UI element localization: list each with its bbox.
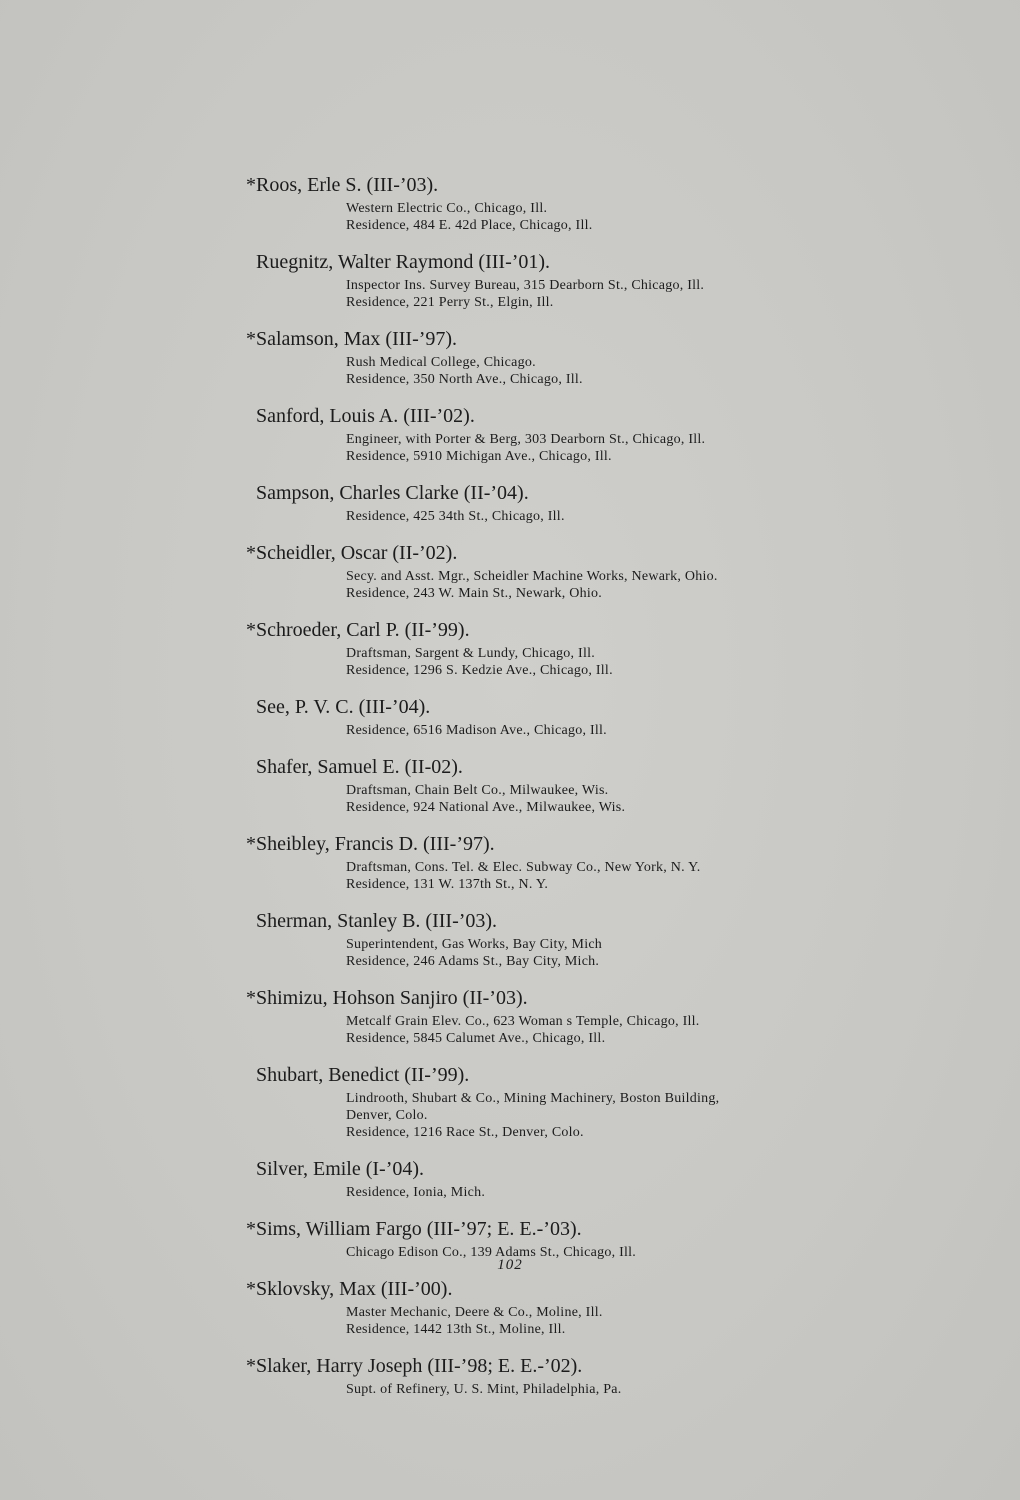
entry-name-text: Slaker, Harry Joseph (III-’98; E. E.-’02). bbox=[256, 1355, 583, 1377]
directory-entry bbox=[0, 752, 1020, 816]
entry-name bbox=[0, 1060, 1020, 1090]
entry-name bbox=[0, 538, 1020, 568]
entry-name bbox=[0, 615, 1020, 645]
entry-name-text: Sims, William Fargo (III-’97; E. E.-’03). bbox=[256, 1218, 582, 1240]
directory-entry bbox=[0, 829, 1020, 893]
entry-name-text: Roos, Erle S. (III-’03). bbox=[256, 174, 439, 196]
entry-name bbox=[0, 1154, 1020, 1184]
directory-entry bbox=[0, 478, 1020, 525]
page-number: 102 bbox=[497, 1257, 523, 1273]
entry-detail-line: Residence, 1216 Race St., Denver, Colo. bbox=[346, 1125, 584, 1140]
star-marker: * bbox=[246, 542, 256, 564]
entry-name bbox=[0, 478, 1020, 508]
star-marker: * bbox=[246, 987, 256, 1009]
entry-detail-line: Supt. of Refinery, U. S. Mint, Philadelphia, Pa. bbox=[346, 1382, 622, 1397]
entry-name bbox=[0, 170, 1020, 200]
entry-detail-line: Residence, 6516 Madison Ave., Chicago, Ill. bbox=[346, 723, 607, 738]
entry-detail-line: Residence, 131 W. 137th St., N. Y. bbox=[346, 877, 549, 892]
directory-entry bbox=[0, 692, 1020, 739]
entry-name bbox=[0, 829, 1020, 859]
entry-detail-line: Residence, 425 34th St., Chicago, Ill. bbox=[346, 509, 565, 524]
entry-detail-line: Residence, 5910 Michigan Ave., Chicago, Ill. bbox=[346, 449, 612, 464]
directory-entries bbox=[0, 170, 1020, 1411]
entry-name bbox=[0, 247, 1020, 277]
directory-entry bbox=[0, 401, 1020, 465]
entry-detail-line: Residence, 350 North Ave., Chicago, Ill. bbox=[346, 372, 583, 387]
entry-detail-line: Residence, 484 E. 42d Place, Chicago, Ill. bbox=[346, 218, 593, 233]
entry-name-text: Sherman, Stanley B. (III-’03). bbox=[256, 910, 498, 932]
entry-name-text: Sampson, Charles Clarke (II-’04). bbox=[256, 482, 529, 504]
entry-detail-line: Inspector Ins. Survey Bureau, 315 Dearborn St., Chicago, Ill. bbox=[346, 278, 705, 293]
entry-name bbox=[0, 1274, 1020, 1304]
entry-detail-line: Master Mechanic, Deere & Co., Moline, Ill. bbox=[346, 1305, 603, 1320]
entry-detail-line: Lindrooth, Shubart & Co., Mining Machinery, Boston Building, bbox=[346, 1091, 720, 1106]
entry-name bbox=[0, 1214, 1020, 1244]
entry-detail-line: Residence, 1296 S. Kedzie Ave., Chicago, Ill. bbox=[346, 663, 613, 678]
entry-detail-line: Draftsman, Chain Belt Co., Milwaukee, Wis. bbox=[346, 783, 609, 798]
entry-detail-line: Engineer, with Porter & Berg, 303 Dearborn St., Chicago, Ill. bbox=[346, 432, 706, 447]
directory-entry bbox=[0, 615, 1020, 679]
star-marker: * bbox=[246, 1355, 256, 1377]
entry-name-text: Silver, Emile (I-’04). bbox=[256, 1158, 425, 1180]
directory-entry bbox=[0, 1214, 1020, 1261]
entry-detail-line: Chicago Edison Co., 139 Adams St., Chicago, Ill. bbox=[346, 1245, 637, 1260]
entry-detail-line: Residence, 221 Perry St., Elgin, Ill. bbox=[346, 295, 554, 310]
entry-name bbox=[0, 983, 1020, 1013]
directory-entry bbox=[0, 1274, 1020, 1338]
entry-detail-line: Draftsman, Sargent & Lundy, Chicago, Ill. bbox=[346, 646, 595, 661]
entry-detail-line: Denver, Colo. bbox=[346, 1108, 428, 1123]
directory-entry bbox=[0, 324, 1020, 388]
entry-detail-line: Residence, 924 National Ave., Milwaukee, Wis. bbox=[346, 800, 626, 815]
directory-entry bbox=[0, 1154, 1020, 1201]
entry-detail-line: Western Electric Co., Chicago, Ill. bbox=[346, 201, 548, 216]
entry-detail-line: Rush Medical College, Chicago. bbox=[346, 355, 536, 370]
entry-name-text: Salamson, Max (III-’97). bbox=[256, 328, 458, 350]
entry-name-text: See, P. V. C. (III-’04). bbox=[256, 696, 431, 718]
star-marker: * bbox=[246, 1278, 256, 1300]
entry-name-text: Schroeder, Carl P. (II-’99). bbox=[256, 619, 470, 641]
entry-name bbox=[0, 1351, 1020, 1381]
entry-name bbox=[0, 752, 1020, 782]
entry-name-text: Shubart, Benedict (II-’99). bbox=[256, 1064, 470, 1086]
entry-name-text: Ruegnitz, Walter Raymond (III-’01). bbox=[256, 251, 551, 273]
directory-entry bbox=[0, 1060, 1020, 1141]
directory-entry bbox=[0, 906, 1020, 970]
directory-entry bbox=[0, 170, 1020, 234]
entry-name bbox=[0, 906, 1020, 936]
directory-entry bbox=[0, 538, 1020, 602]
entry-name bbox=[0, 401, 1020, 431]
entry-name-text: Shafer, Samuel E. (II-02). bbox=[256, 756, 463, 778]
star-marker: * bbox=[246, 328, 256, 350]
entry-detail-line: Residence, Ionia, Mich. bbox=[346, 1185, 486, 1200]
directory-entry bbox=[0, 247, 1020, 311]
star-marker: * bbox=[246, 174, 256, 196]
star-marker: * bbox=[246, 833, 256, 855]
entry-detail-line: Residence, 1442 13th St., Moline, Ill. bbox=[346, 1322, 566, 1337]
entry-name-text: Sheibley, Francis D. (III-’97). bbox=[256, 833, 495, 855]
entry-detail-line: Draftsman, Cons. Tel. & Elec. Subway Co., New York, N. Y. bbox=[346, 860, 701, 875]
entry-detail-line: Residence, 243 W. Main St., Newark, Ohio. bbox=[346, 586, 602, 601]
entry-detail-line: Metcalf Grain Elev. Co., 623 Woman s Temple, Chicago, Ill. bbox=[346, 1014, 700, 1029]
entry-detail-line: Secy. and Asst. Mgr., Scheidler Machine Works, Newark, Ohio. bbox=[346, 569, 718, 584]
star-marker: * bbox=[246, 619, 256, 641]
entry-detail-line: Residence, 5845 Calumet Ave., Chicago, Ill. bbox=[346, 1031, 606, 1046]
star-marker: * bbox=[246, 1218, 256, 1240]
entry-name bbox=[0, 324, 1020, 354]
directory-entry bbox=[0, 983, 1020, 1047]
entry-detail-line: Residence, 246 Adams St., Bay City, Mich. bbox=[346, 954, 600, 969]
directory-entry bbox=[0, 1351, 1020, 1398]
entry-name-text: Shimizu, Hohson Sanjiro (II-’03). bbox=[256, 987, 528, 1009]
entry-name-text: Sklovsky, Max (III-’00). bbox=[256, 1278, 453, 1300]
entry-name bbox=[0, 692, 1020, 722]
entry-name-text: Scheidler, Oscar (II-’02). bbox=[256, 542, 458, 564]
entry-detail-line: Superintendent, Gas Works, Bay City, Mich bbox=[346, 937, 603, 952]
entry-name-text: Sanford, Louis A. (III-’02). bbox=[256, 405, 475, 427]
